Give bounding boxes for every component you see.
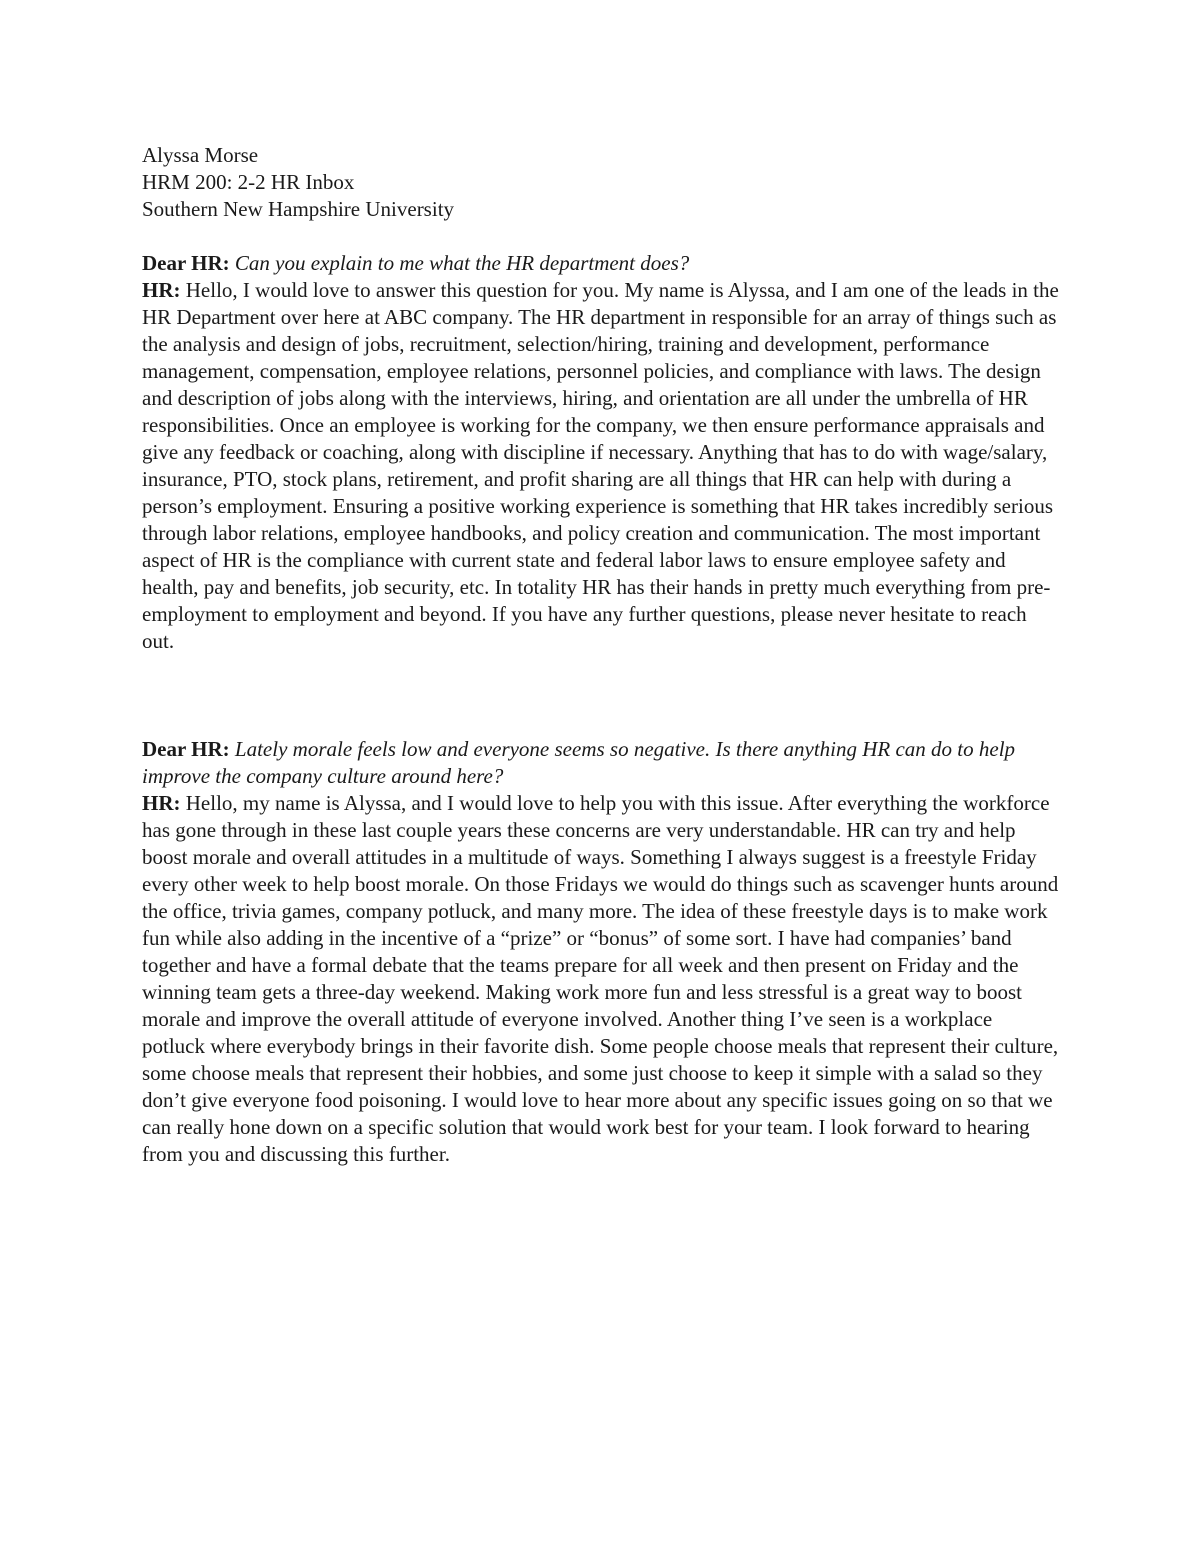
answer-label: HR: [142,278,181,302]
section-spacer [142,655,1060,736]
answer-label: HR: [142,791,181,815]
qa-entry-1 [142,250,1060,655]
document-page [142,142,1060,1168]
answer-text: Hello, I would love to answer this question for you. My name is Alyssa, and I am one of the leads in the HR Department over here at ABC company. The HR department in responsible for an array of things such as the analysis and design of jobs, recruitment, selection/hiring, training and development, performance management, compensation, employee relations, personnel policies, and compliance with laws. The design and description of jobs along with the interviews, hiring, and orientation are all under the umbrella of HR responsibilities. Once an employee is working for the company, we then ensure performance appraisals and give any feedback or coaching, along with discipline if necessary. Anything that has to do with wage/salary, insurance, PTO, stock plans, retirement, and profit sharing are all things that HR can help with during a person’s employment. Ensuring a positive working experience is something that HR takes incredibly serious through labor relations, employee handbooks, and policy creation and communication. The most important aspect of HR is the compliance with current state and federal labor laws to ensure employee safety and health, pay and benefits, job security, etc. In totality HR has their hands in pretty much everything from pre-employment to employment and beyond. If you have any further questions, please never hesitate to reach out. [142,278,1059,653]
document-header [142,142,1060,223]
author-name: Alyssa Morse [142,143,259,167]
institution-name: Southern New Hampshire University [142,197,455,221]
question-text: Lately morale feels low and everyone seems so negative. Is there anything HR can do to help improve the company culture around here? [142,737,1016,788]
answer-paragraph [142,790,1060,1168]
course-title: HRM 200: 2-2 HR Inbox [142,170,355,194]
qa-entry-2 [142,736,1060,1168]
question-paragraph [142,736,1060,790]
question-label: Dear HR: [142,251,230,275]
question-label: Dear HR: [142,737,230,761]
question-paragraph [142,250,1060,277]
question-text: Can you explain to me what the HR department does? [234,251,690,275]
answer-paragraph [142,277,1060,655]
answer-text: Hello, my name is Alyssa, and I would love to help you with this issue. After everything the workforce has gone through in these last couple years these concerns are very understandable. HR can try and help boost morale and overall attitudes in a multitude of ways. Something I always suggest is a freestyle Friday every other week to help boost morale. On those Fridays we would do things such as scavenger hunts around the office, trivia games, company potluck, and many more. The idea of these freestyle days is to make work fun while also adding in the incentive of a “prize” or “bonus” of some sort. I have had companies’ band together and have a formal debate that the teams prepare for all week and then present on Friday and the winning team gets a three-day weekend. Making work more fun and less stressful is a great way to boost morale and improve the overall attitude of everyone involved. Another thing I’ve seen is a workplace potluck where everybody brings in their favorite dish. Some people choose meals that represent their culture, some choose meals that represent their hobbies, and some just choose to keep it simple with a salad so they don’t give everyone food poisoning. I would love to hear more about any specific issues going on so that we can really hone down on a specific solution that would work best for your team. I look forward to hearing from you and discussing this further. [142,791,1059,1166]
